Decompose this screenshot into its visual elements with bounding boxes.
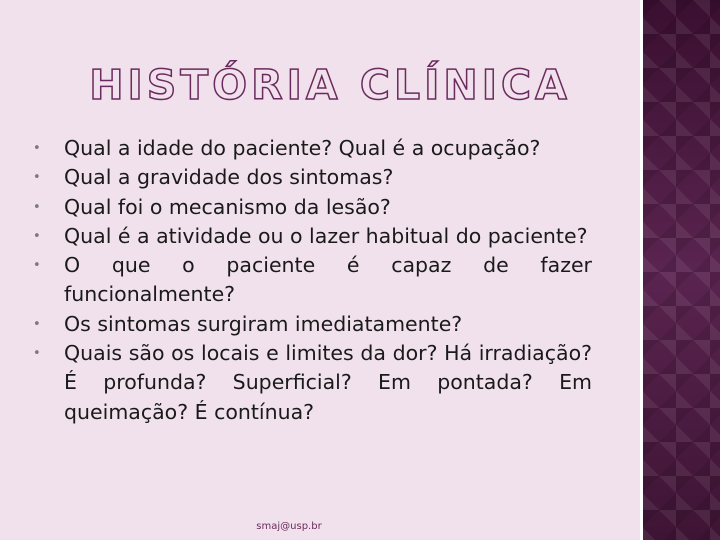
bullet-item <box>33 251 592 310</box>
bullet-text: Quais são os locais e limites da dor? Há irradiação? É profunda? Superficial? Em pontada? Em queimação? É contínua? <box>64 341 592 424</box>
bullet-item <box>33 222 592 251</box>
bullet-text: Qual é a atividade ou o lazer habitual do paciente? <box>64 223 588 248</box>
bullet-item <box>33 163 592 192</box>
bullet-text: Os sintomas surgiram imediatamente? <box>64 311 463 336</box>
bullet-list <box>33 134 592 427</box>
decorative-side-band <box>642 0 720 540</box>
bullet-icon: • <box>33 141 41 156</box>
bullet-item <box>33 193 592 222</box>
bullet-icon: • <box>33 199 41 215</box>
bullet-text: Qual foi o mecanismo da lesão? <box>64 194 391 219</box>
slide-title: HISTÓRIA CLÍNICA <box>89 61 571 109</box>
footer-email: smaj@usp.br <box>256 521 322 532</box>
bullet-icon: • <box>33 346 41 362</box>
bullet-text: Qual a idade do paciente? Qual é a ocupação? <box>64 136 541 160</box>
side-band-divider <box>640 0 643 540</box>
bullet-icon: • <box>33 170 41 186</box>
bullet-item <box>33 310 592 339</box>
bullet-icon: • <box>33 316 41 332</box>
bullet-item <box>33 339 592 427</box>
bullet-icon: • <box>33 258 41 274</box>
bullet-text: Qual a gravidade dos sintomas? <box>64 165 394 190</box>
bullet-item <box>33 134 592 163</box>
bullet-icon: • <box>33 228 41 244</box>
bullet-text: O que o paciente é capaz de fazer funcionalmente? <box>64 253 592 307</box>
